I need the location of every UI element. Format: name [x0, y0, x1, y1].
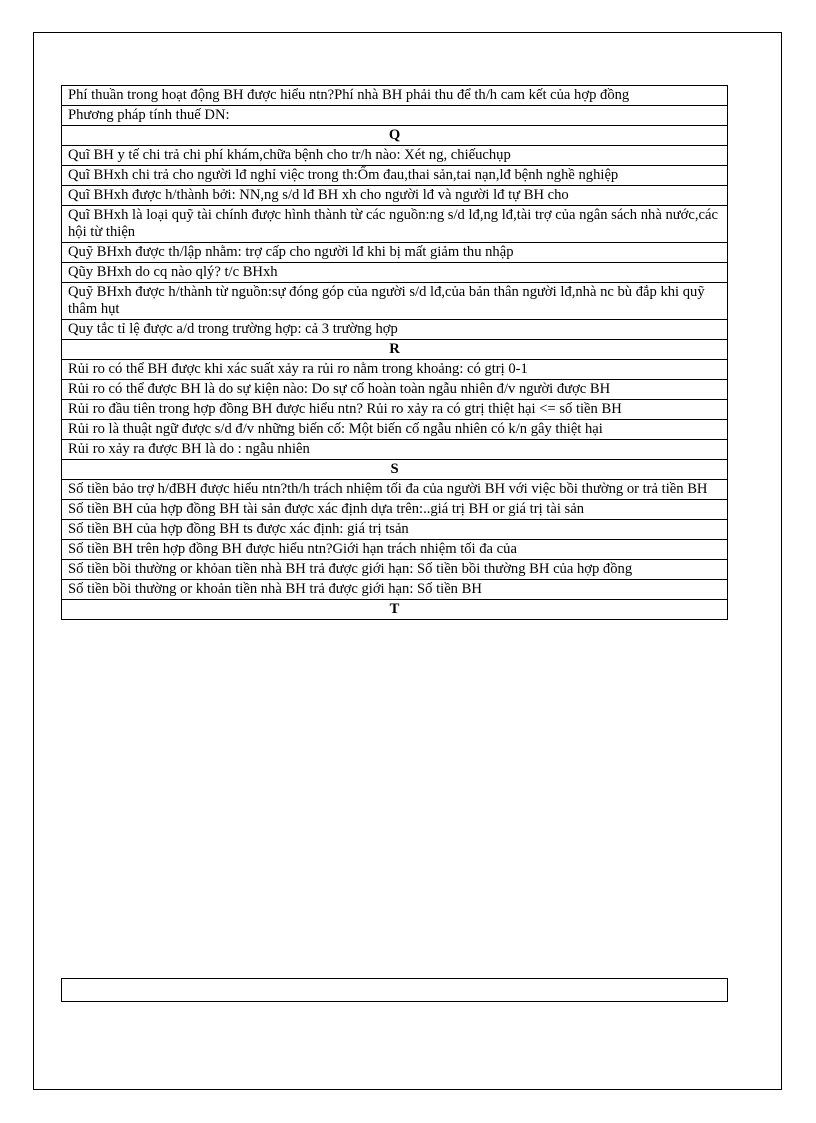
question-cell: Số tiền BH trên hợp đồng BH được hiểu ntn?Giới hạn trách nhiệm tối đa của [62, 540, 728, 560]
table-row [62, 380, 728, 400]
table-row [62, 480, 728, 500]
table-row [62, 440, 728, 460]
table-row [62, 320, 728, 340]
table-row [62, 540, 728, 560]
question-cell: Số tiền bảo trợ h/đBH được hiểu ntn?th/h trách nhiệm tối đa của người BH với việc bồi thường or trả tiền BH [62, 480, 728, 500]
table-row [62, 243, 728, 263]
table-row [62, 420, 728, 440]
table-row [62, 360, 728, 380]
question-cell: Số tiền bồi thường or khoản tiền nhà BH trả được giới hạn: Số tiền BH [62, 580, 728, 600]
question-cell: Rủi ro đầu tiên trong hợp đồng BH được hiểu ntn? Rủi ro xảy ra có gtrị thiệt hại <= số tiền BH [62, 400, 728, 420]
section-letter-row [62, 600, 728, 620]
table-row [62, 146, 728, 166]
question-cell: Phí thuần trong hoạt động BH được hiểu ntn?Phí nhà BH phải thu để th/h cam kết của hợp đồng [62, 86, 728, 106]
question-cell: Số tiền BH của hợp đồng BH ts được xác định: giá trị tsản [62, 520, 728, 540]
section-letter-r: R [62, 340, 728, 360]
table-row [62, 400, 728, 420]
question-cell: Quĩ BHxh là loại quỹ tài chính được hình thành từ các nguồn:ng s/d lđ,ng lđ,tài trợ của ngân sách nhà nước,các hội từ thiện [62, 206, 728, 243]
table-row [62, 186, 728, 206]
question-cell: Rủi ro có thể được BH là do sự kiện nào: Do sự cố hoàn toàn ngẫu nhiên đ/v người được BH [62, 380, 728, 400]
question-cell: Quỹ BHxh được h/thành từ nguồn:sự đóng góp của người s/d lđ,của bản thân người lđ,nhà nc bù đắp khi quỹ thâm hụt [62, 283, 728, 320]
question-cell: Rủi ro xảy ra được BH là do : ngẫu nhiên [62, 440, 728, 460]
table-row [62, 263, 728, 283]
question-cell: Số tiền bồi thường or khỏan tiền nhà BH trả được giới hạn: Số tiền bồi thường BH của hợp đồng [62, 560, 728, 580]
section-letter-row [62, 340, 728, 360]
question-cell: Rủi ro là thuật ngữ được s/d đ/v những biến cố: Một biến cố ngẫu nhiên có k/n gây thiệt hại [62, 420, 728, 440]
table-row [62, 580, 728, 600]
question-cell: Qũy BHxh do cq nào qlý? t/c BHxh [62, 263, 728, 283]
section-letter-row [62, 460, 728, 480]
table-row [62, 520, 728, 540]
section-letter-t: T [62, 600, 728, 620]
question-cell: Quĩ BH y tế chi trả chi phí khám,chữa bệnh cho tr/h nào: Xét ng, chiếuchụp [62, 146, 728, 166]
question-cell: Quỹ BHxh được th/lập nhằm: trợ cấp cho người lđ khi bị mất giảm thu nhập [62, 243, 728, 263]
table-row [62, 500, 728, 520]
question-cell: Quĩ BHxh được h/thành bởi: NN,ng s/d lđ BH xh cho người lđ và người lđ tự BH cho [62, 186, 728, 206]
table-row [62, 106, 728, 126]
table-row [62, 86, 728, 106]
question-cell: Quy tắc tỉ lệ được a/d trong trường hợp: cả 3 trường hợp [62, 320, 728, 340]
section-letter-q: Q [62, 126, 728, 146]
qa-table [61, 85, 728, 620]
table-row [62, 206, 728, 243]
table-row [62, 166, 728, 186]
question-cell: Rủi ro có thể BH được khi xác suất xảy ra rủi ro nằm trong khoảng: có gtrị 0-1 [62, 360, 728, 380]
table-row [62, 560, 728, 580]
table-row [62, 283, 728, 320]
section-letter-row [62, 126, 728, 146]
section-letter-s: S [62, 460, 728, 480]
empty-table-row [61, 978, 728, 1002]
question-cell: Phương pháp tính thuế DN: [62, 106, 728, 126]
question-cell: Số tiền BH của hợp đồng BH tài sản được xác định dựa trên:..giá trị BH or giá trị tài sản [62, 500, 728, 520]
question-cell: Quĩ BHxh chi trả cho người lđ nghỉ việc trong th:Ốm đau,thai sản,tai nạn,lđ bệnh nghề nghiệp [62, 166, 728, 186]
